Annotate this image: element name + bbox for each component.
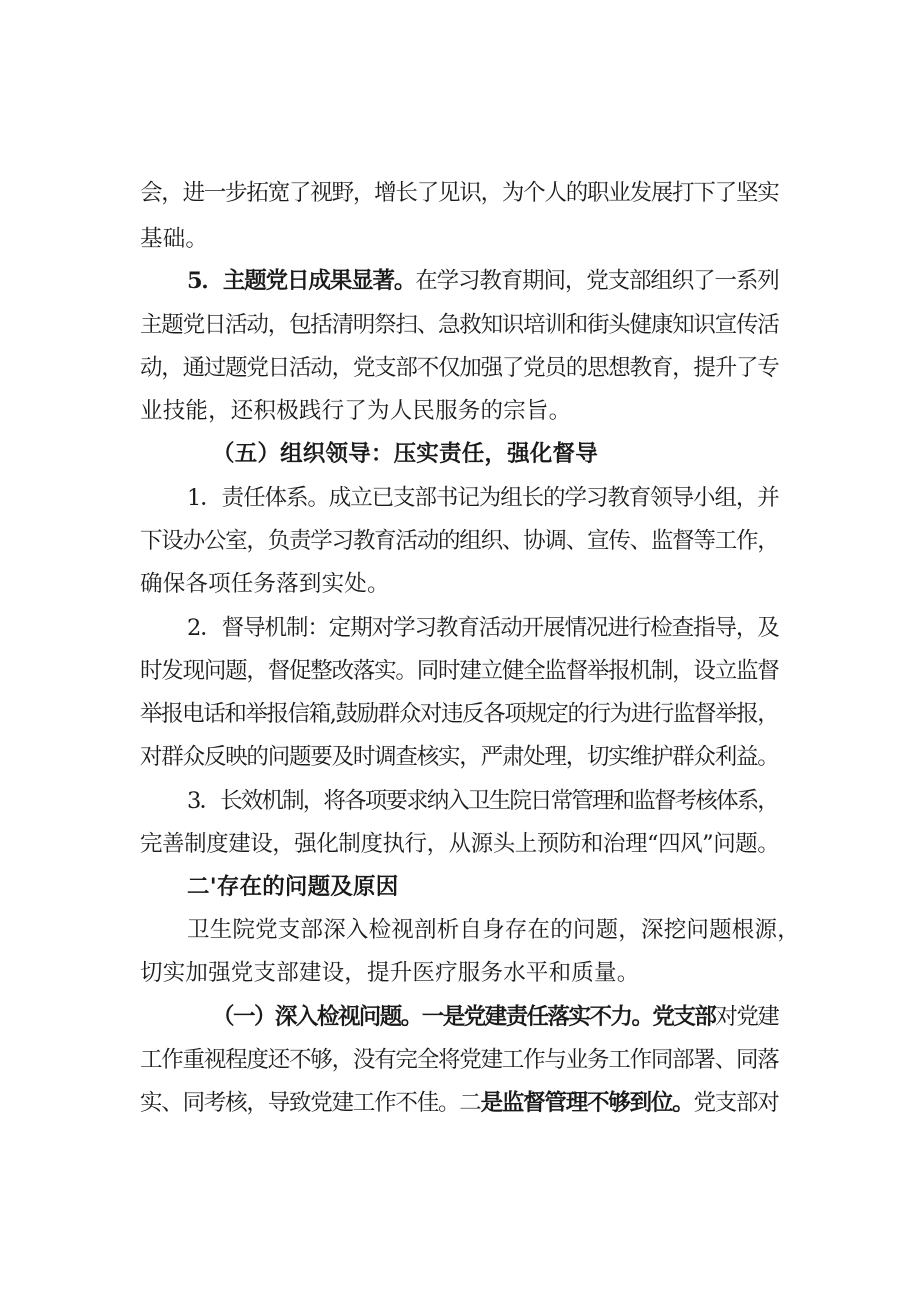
text-run: 3．长效机制，将各项要求纳入卫生院日常管理和监督考核体系， [187, 788, 778, 814]
text-run: 主题党日活动，包括清明祭扫、急救知识培训和街头健康知识宣传活 [140, 312, 779, 338]
text-line [0, 962, 920, 985]
text-run: 会，进一步拓宽了视野，增长了见识，为个人的职业发展打下了坚实 [140, 180, 779, 206]
text-run: 2．督导机制：定期对学习教育活动开展情况进行检查指导，及 [187, 615, 779, 641]
text-line [0, 400, 920, 423]
text-run: 基础。 [140, 226, 209, 252]
text-line [0, 919, 920, 942]
text-line [0, 314, 920, 337]
text-line [0, 703, 920, 726]
text-line [0, 573, 920, 596]
text-run: 卫生院党支部深入检视剖析自身存在的问题，深挖问题根源， [187, 917, 800, 943]
text-run: 完善制度建设，强化制度执行，从源头上预防和治理“四风”问题。 [140, 831, 780, 857]
text-line [0, 790, 920, 813]
bold-text-run: 5．主题党日成果显著。 [187, 268, 416, 294]
text-line [0, 182, 920, 205]
text-line [0, 443, 920, 466]
text-line [0, 833, 920, 856]
text-run: 1．责任体系。成立已支部书记为组长的学习教育领导小组，并 [187, 485, 779, 511]
bold-text-run: 二'存在的问题及原因 [187, 874, 399, 900]
text-line [0, 1006, 920, 1029]
bold-text-run: （五）组织领导：压实责任，强化督导 [212, 441, 598, 467]
bold-text-run: 是监督管理不够到位。 [480, 1090, 694, 1116]
text-run: 切实加强党支部建设，提升医疗服务水平和质量。 [140, 960, 640, 986]
text-line [0, 746, 920, 769]
text-line [0, 530, 920, 553]
text-run: 时发现问题，督促整改落实。同时建立健全监督举报机制，设立监督 [140, 658, 779, 684]
text-run: 在学习教育期间，党支部组织了一系列 [415, 268, 779, 294]
text-run: 对群众反映的问题要及时调查核实，严肃处理，切实维护群众利益。 [140, 744, 779, 770]
text-run: 下设办公室，负责学习教育活动的组织、协调、宣传、监督等工作， [140, 528, 779, 554]
text-run: 对党建 [715, 1004, 779, 1030]
text-run: 举报电话和举报信箱,鼓励群众对违反各项规定的行为进行监督举报， [140, 701, 779, 727]
text-line [0, 270, 920, 293]
text-run: 动，通过题党日活动，党支部不仅加强了党员的思想教育，提升了专 [140, 355, 779, 381]
text-run: 业技能，还积极践行了为人民服务的宗旨。 [140, 398, 572, 424]
text-run: 党支部对 [693, 1090, 779, 1116]
text-run: 工作重视程度还不够，没有完全将党建工作与业务工作同部署、同落 [140, 1047, 779, 1073]
text-run: 实、同考核，导致党建工作不佳。二 [140, 1090, 481, 1116]
text-line [0, 660, 920, 683]
text-line [0, 357, 920, 380]
text-line [0, 876, 920, 899]
text-line [0, 487, 920, 510]
text-line [0, 1049, 920, 1072]
text-line [0, 617, 920, 640]
text-line [0, 228, 920, 251]
text-run: 确保各项任务落到实处。 [140, 571, 390, 597]
text-line [0, 1092, 920, 1115]
bold-text-run: （一）深入检视问题。一是党建责任落实不力。党支部 [212, 1004, 716, 1030]
